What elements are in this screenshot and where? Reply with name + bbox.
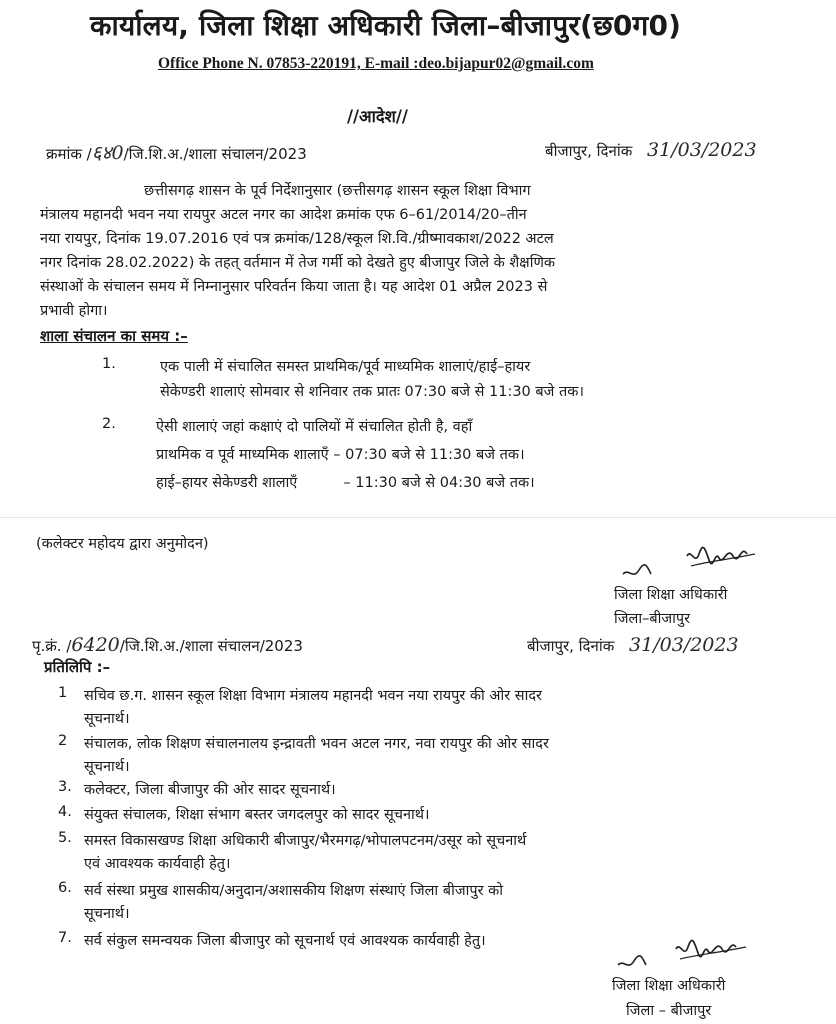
copy-1-number: 1 [58, 685, 68, 701]
copy-3-number: 3. [58, 779, 72, 795]
order-body-line-6: प्रभावी होगा। [40, 303, 108, 319]
copy-5-number: 5. [58, 830, 72, 846]
timing-item-2-number: 2. [102, 416, 116, 432]
timing-item-2-line-3: हाई–हायर सेकेण्डरी शालाएँ – 11:30 बजे से 04:30 बजे तक। [156, 475, 535, 491]
copy-2-number: 2 [58, 733, 68, 749]
signature-1-place: जिला–बीजापुर [614, 611, 691, 627]
copy-1-line-2: सूचनार्थ। [84, 711, 130, 727]
office-contact: Office Phone N. 07853-220191, E-mail :deo.bijapur02@gmail.com [158, 55, 594, 72]
timing-item-1-number: 1. [102, 356, 116, 372]
office-header: कार्यालय, जिला शिक्षा अधिकारी जिला–बीजापुर(छ0ग0) [90, 9, 682, 42]
copy-1-line-1: सचिव छ.ग. शासन स्कूल शिक्षा विभाग मंत्रालय महानदी भवन नया रायपुर की ओर सादर [84, 688, 542, 704]
copy-4-number: 4. [58, 804, 72, 820]
copy-2-line-1: संचालक, लोक शिक्षण संचालनालय इन्द्रावती भवन अटल नगर, नवा रायपुर की ओर सादर [84, 736, 549, 752]
timing-heading: शाला संचालन का समय :– [40, 327, 188, 345]
copy-5-line-1: समस्त विकासखण्ड शिक्षा अधिकारी बीजापुर/भैरमगढ़/भोपालपटनम/उसूर को सूचनार्थ [84, 833, 527, 849]
endorsement-place-date [527, 634, 739, 656]
copy-5-line-2: एवं आवश्यक कार्यवाही हेतु। [84, 856, 231, 872]
endorsement-ref-suffix: /जि.शि.अ./शाला संचालन/2023 [119, 637, 303, 655]
copy-7-number: 7. [58, 930, 72, 946]
order-body-line-3: नया रायपुर, दिनांक 19.07.2016 एवं पत्र क्रमांक/128/स्कूल शि.वि./ग्रीष्मावकाश/2022 अटल [40, 231, 554, 247]
copy-6-line-1: सर्व संस्था प्रमुख शासकीय/अनुदान/अशासकीय शिक्षण संस्थाएं जिला बीजापुर को [84, 883, 504, 899]
copy-6-line-2: सूचनार्थ। [84, 906, 130, 922]
copy-heading: प्रतिलिपि :– [44, 658, 111, 676]
timing-item-2-line-1: ऐसी शालाएं जहां कक्षाएं दो पालियों में संचालित होती है, वहाँ [156, 419, 473, 435]
order-ref-prefix: क्रमांक / [46, 145, 92, 163]
signature-2-place: जिला – बीजापुर [626, 1003, 712, 1019]
order-place-date [545, 139, 757, 161]
copy-6-number: 6. [58, 880, 72, 896]
order-body-line-4: नगर दिनांक 28.02.2022) के तहत् वर्तमान में तेज गर्मी को देखते हुए बीजापुर जिले के शैक्षणिक [40, 255, 556, 271]
timing-item-1-line-1: एक पाली में संचालित समस्त प्राथमिक/पूर्व माध्यमिक शालाएं/हाई–हायर [160, 359, 531, 375]
copy-3-line-1: कलेक्टर, जिला बीजापुर की ओर सादर सूचनार्थ। [84, 782, 336, 798]
endorsement-ref-prefix: पृ.क्रं. / [32, 637, 72, 655]
order-body-line-5: संस्थाओं के संचालन समय में निम्नानुसार परिवर्तन किया जाता है। यह आदेश 01 अप्रैल 2023 से [40, 279, 548, 295]
order-date: 31/03/2023 [647, 139, 757, 161]
order-body-line-1: छत्तीसगढ़ शासन के पूर्व निर्देशानुसार (छत्तीसगढ़ शासन स्कूल शिक्षा विभाग [144, 183, 531, 199]
timing-item-2-line-2: प्राथमिक व पूर्व माध्यमिक शालाएँ – 07:30 बजे से 11:30 बजे तक। [156, 447, 525, 463]
page-seam [0, 517, 836, 532]
endorsement-date: 31/03/2023 [629, 634, 739, 656]
order-body-line-2: मंत्रालय महानदी भवन नया रायपुर अटल नगर का आदेश क्रमांक एफ 6–61/2014/20–तीन [40, 207, 527, 223]
collector-approval: (कलेक्टर महोदय द्वारा अनुमोदन) [36, 536, 209, 552]
copy-7-line-1: सर्व संकुल समन्वयक जिला बीजापुर को सूचनार्थ एवं आवश्यक कार्यवाही हेतु। [84, 933, 486, 949]
order-reference [46, 139, 307, 165]
copy-4-line-1: संयुक्त संचालक, शिक्षा संभाग बस्तर जगदलपुर को सादर सूचनार्थ। [84, 807, 430, 823]
order-ref-number: ६४0 [91, 142, 124, 164]
copy-2-line-2: सूचनार्थ। [84, 759, 130, 775]
signature-1-image [615, 540, 765, 590]
timing-item-1-line-2: सेकेण्डरी शालाएं सोमवार से शनिवार तक प्रातः 07:30 बजे से 11:30 बजे तक। [160, 384, 584, 400]
endorsement-reference [32, 634, 303, 656]
order-ref-suffix: /जि.शि.अ./शाला संचालन/2023 [123, 145, 307, 163]
signature-1-designation: जिला शिक्षा अधिकारी [614, 587, 728, 603]
signature-2-designation: जिला शिक्षा अधिकारी [612, 978, 726, 994]
endorsement-place-date-label: बीजापुर, दिनांक [527, 637, 615, 655]
endorsement-ref-number: 6420 [71, 634, 120, 656]
order-title: //आदेश// [347, 107, 408, 126]
order-place-date-label: बीजापुर, दिनांक [545, 142, 633, 160]
